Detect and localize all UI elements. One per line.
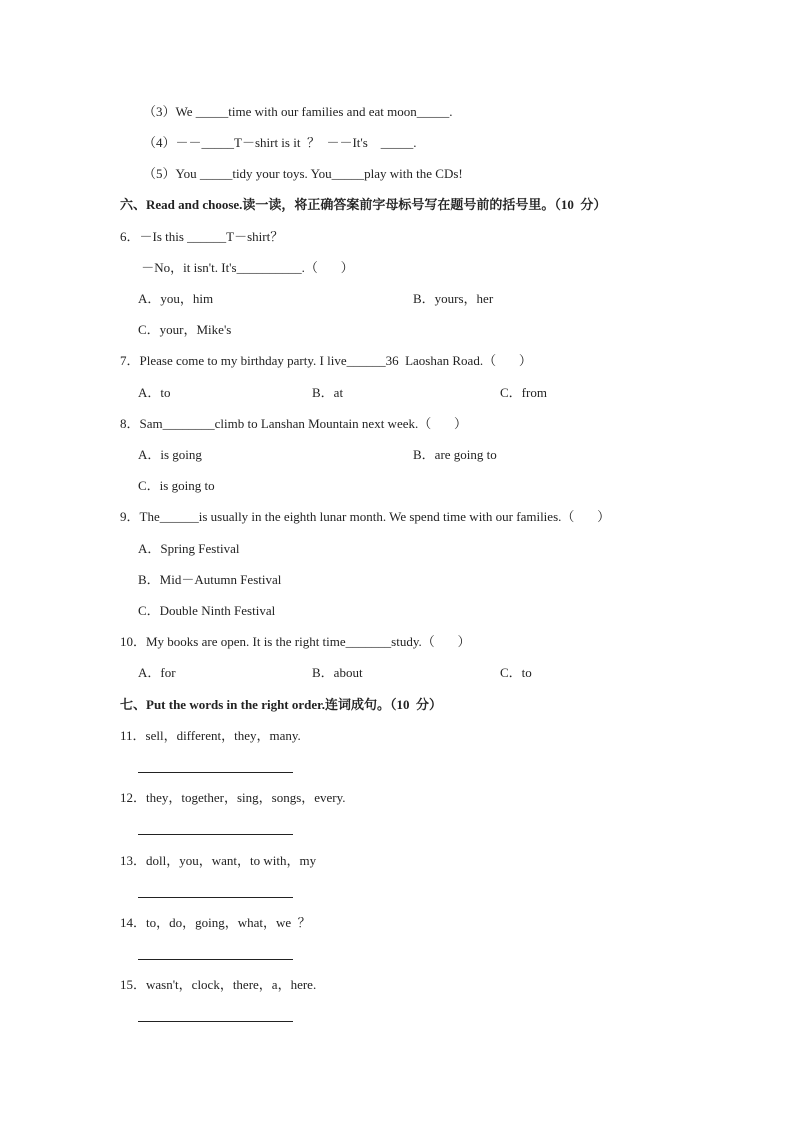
reorder-item-11: 11．sell，different，they，many. [120, 728, 301, 743]
q8-option-b: B．are going to [413, 447, 497, 462]
section-7-heading: 七、Put the words in the right order.连词成句。（10 分） [120, 697, 442, 712]
q10-option-b: B．about [312, 665, 363, 680]
question-10-stem: 10．My books are open. It is the right time_______study.（ ） [120, 634, 471, 649]
reorder-item-15: 15．wasn't，clock，there，a，here. [120, 977, 317, 992]
q7-option-b: B．at [312, 385, 344, 400]
fill-blank-4: （4）－－_____T－shirt is it ？ －－It's _____. [143, 135, 417, 150]
question-8-stem: 8．Sam________climb to Lanshan Mountain next week.（ ） [120, 416, 467, 431]
question-6-stem-2: －No，it isn't. It's__________.（ ） [138, 260, 354, 275]
reorder-item-13: 13．doll，you，want，to with，my [120, 853, 317, 868]
q8-option-c: C．is going to [138, 478, 215, 493]
section-6-heading: 六、Read and choose.读一读，将正确答案前字母标号写在题号前的括号里。（10 分） [120, 197, 607, 212]
fill-blank-3: （3）We _____time with our families and eat moon_____. [143, 104, 453, 119]
q9-option-b: B．Mid－Autumn Festival [138, 572, 282, 587]
q6-option-a: A．you，him [138, 291, 214, 306]
question-7-stem: 7．Please come to my birthday party. I live______36 Laoshan Road.（ ） [120, 353, 532, 368]
q6-option-b: B．yours，her [413, 291, 494, 306]
fill-blank-5: （5）You _____tidy your toys. You_____play with the CDs! [143, 166, 463, 181]
question-6-stem: 6．－Is this ______T－shirt？ [120, 229, 284, 244]
question-9-stem: 9．The______is usually in the eighth lunar month. We spend time with our families.（ ） [120, 509, 611, 524]
reorder-item-14: 14．to，do，going，what，we ？ [120, 915, 311, 930]
q9-option-c: C．Double Ninth Festival [138, 603, 276, 618]
answer-line-11[interactable] [138, 772, 293, 773]
reorder-item-12: 12．they，together，sing，songs，every. [120, 790, 346, 805]
q9-option-a: A．Spring Festival [138, 541, 240, 556]
q7-option-a: A．to [138, 385, 171, 400]
q7-option-c: C．from [500, 385, 547, 400]
q10-option-a: A．for [138, 665, 176, 680]
answer-line-12[interactable] [138, 834, 293, 835]
answer-line-15[interactable] [138, 1021, 293, 1022]
answer-line-13[interactable] [138, 897, 293, 898]
answer-line-14[interactable] [138, 959, 293, 960]
q10-option-c: C．to [500, 665, 532, 680]
q6-option-c: C．your，Mike's [138, 322, 232, 337]
q8-option-a: A．is going [138, 447, 202, 462]
